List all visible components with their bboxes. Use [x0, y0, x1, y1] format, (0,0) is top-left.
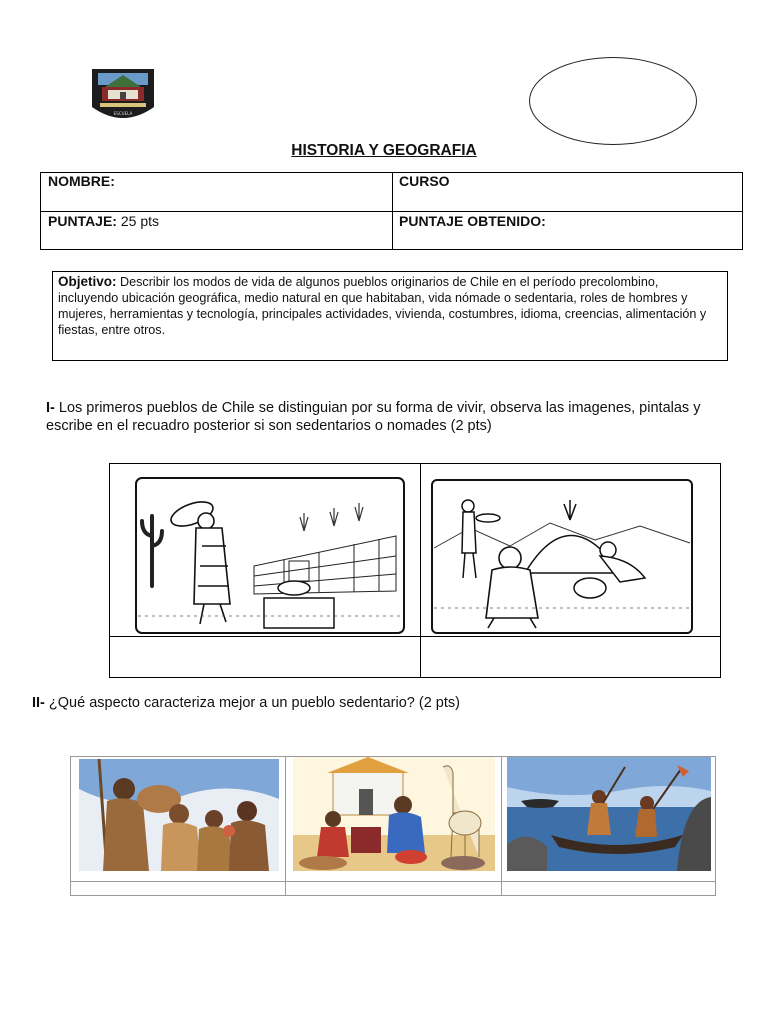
curso-label: CURSO	[399, 173, 450, 189]
objective-label: Objetivo:	[58, 274, 117, 289]
migrating-people-illustration	[79, 759, 279, 871]
sedentary-village-sketch	[134, 476, 406, 636]
question-1-text: Los primeros pueblos de Chile se distinguian por su forma de vivir, observa las imagenes, pintalas y escribe en el recuadro posterior si son sedentarios o nomades (2 pts)	[46, 400, 701, 434]
student-info-table	[40, 172, 743, 250]
page-title: HISTORIA Y GEOGRAFIA	[291, 142, 477, 159]
school-crest-icon	[90, 67, 156, 125]
nombre-label: NOMBRE:	[48, 173, 115, 189]
puntaje-label: PUNTAJE:	[48, 213, 117, 229]
nomadic-camp-sketch	[430, 478, 694, 636]
objective-line2: incluyendo ubicación geográfica, medio natural en que habitaban, vida nómade o sedentaria, roles de hombres y mujeres, herramientas y tecnología, principales actividades, vivienda, costumbres, idioma, creencias, alimentación y fiestas, entre otros.	[58, 291, 707, 337]
question-1-image-table	[109, 463, 721, 678]
puntaje-obtenido-label: PUNTAJE OBTENIDO:	[399, 213, 546, 229]
grade-oval	[529, 57, 697, 145]
puntaje-value: 25 pts	[116, 213, 159, 229]
puntaje-field	[48, 213, 159, 229]
canoe-fishing-illustration	[507, 757, 711, 871]
objective-line1: Describir los modos de vida de algunos pueblos originarios de Chile en el período precolombino,	[116, 275, 659, 289]
question-1-number: I-	[46, 400, 55, 416]
question-2-image-table	[70, 756, 716, 896]
svg-text:ESCUELA: ESCUELA	[113, 111, 133, 116]
question-2	[32, 695, 460, 711]
objective-box	[52, 271, 728, 361]
question-1	[46, 399, 726, 435]
question-2-number: II-	[32, 695, 45, 711]
question-2-text: ¿Qué aspecto caracteriza mejor a un pueblo sedentario? (2 pts)	[44, 695, 460, 711]
andean-village-llama-illustration	[293, 757, 495, 871]
